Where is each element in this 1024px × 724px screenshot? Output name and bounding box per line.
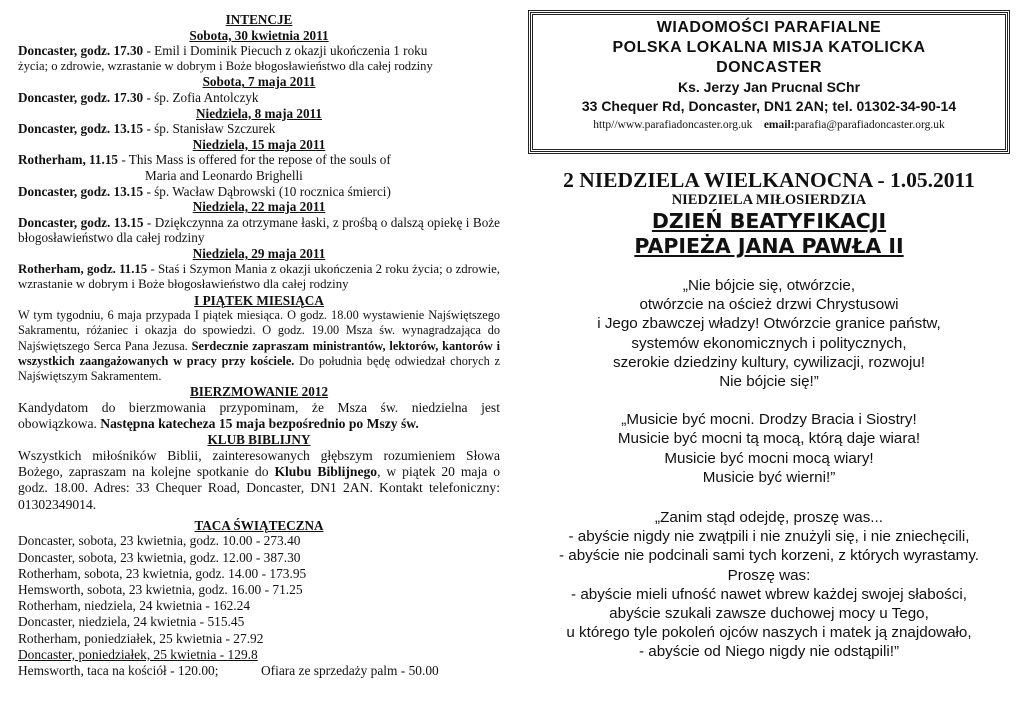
quote-line: Musicie być wierni!” xyxy=(702,468,836,486)
masthead-title: WIADOMOŚCI PARAFIALNE xyxy=(656,19,882,36)
confirmation-text-bold: Następna katecheza 15 maja bezpośrednio po Mszy św. xyxy=(100,416,419,432)
quote-line: - abyście mieli ufność nawet wbrew każdej swojej słabości, xyxy=(571,585,967,603)
quote-line: szerokie dziedziny kultury, cywilizacji, rozwoju! xyxy=(612,353,925,371)
intention-entry xyxy=(18,184,500,200)
date-heading: Niedziela, 29 maja 2011 xyxy=(192,245,326,261)
intention-text: - śp. Wacław Dąbrowski (10 rocznica śmierci) xyxy=(143,183,391,199)
confirmation-heading: BIERZMOWANIE 2012 xyxy=(189,384,329,400)
mercy-subtitle: NIEDZIELA MIŁOSIERDZIA xyxy=(671,192,867,208)
intention-place: Rotherham, 11.15 xyxy=(18,152,119,168)
quote-line: - abyście od Niego nigdy nie odstąpili!” xyxy=(638,643,900,661)
left-column xyxy=(18,12,500,679)
intention-entry xyxy=(18,121,500,137)
collection-church-total: Hemsworth, taca na kościół - 120.00; xyxy=(18,662,219,678)
masthead-box xyxy=(530,12,1008,152)
masthead-address: 33 Chequer Rd, Doncaster, DN1 2AN; tel. 01302-34-90-14 xyxy=(581,98,957,114)
intention-entry xyxy=(18,43,500,59)
quote-line: „Musicie być mocni. Drodzy Bracia i Siostry! xyxy=(621,411,917,429)
bible-club-heading: KLUB BIBLIJNY xyxy=(207,432,311,448)
quote-line: i Jego zbawczej władzy! Otwórzcie granice państw, xyxy=(597,315,941,333)
quote-1 xyxy=(530,276,1008,391)
quote-line: Musicie być mocni tą mocą, którą daje wiara! xyxy=(617,430,921,448)
beatification-title-2: PAPIEŻA JANA PAWŁA II xyxy=(634,234,904,258)
confirmation-text-a: Kandydatom do bierzmowania przypominam, że Msza św. niedzielna jest obowiązkowa. xyxy=(18,399,500,432)
masthead-priest: Ks. Jerzy Jan Prucnal SChr xyxy=(677,79,861,95)
quote-line: Proszę was: xyxy=(727,566,811,584)
collection-line: Doncaster, sobota, 23 kwietnia, godz. 10.00 - 273.40 xyxy=(18,533,301,549)
intention-place: Doncaster, godz. 13.15 xyxy=(18,214,144,230)
bible-club-text-b: , w piątek 20 maja o godz. 18.00. Adres: 33 Chequer Road, Doncaster, DN1 2AN. Kontakt telefoniczny: 01302349014. xyxy=(18,464,500,512)
masthead-city: DONCASTER xyxy=(716,59,822,76)
intention-place: Doncaster, godz. 13.15 xyxy=(18,121,144,137)
date-heading: Niedziela, 22 maja 2011 xyxy=(192,199,326,215)
collection-last-line xyxy=(18,663,500,679)
quote-3 xyxy=(530,508,1008,662)
intention-place: Rotherham, godz. 11.15 xyxy=(18,261,148,276)
date-heading: Niedziela, 15 maja 2011 xyxy=(192,136,326,152)
date-heading: Sobota, 30 kwietnia 2011 xyxy=(189,27,329,43)
email-label: email: xyxy=(763,119,795,131)
intention-entry xyxy=(18,152,500,168)
quote-line: otwórzcie na oścież drzwi Chrystusowi xyxy=(639,296,899,314)
quote-line: „Nie bójcie się, otwórzcie, xyxy=(682,277,856,294)
collection-line: Hemsworth, sobota, 23 kwietnia, godz. 16.00 - 71.25 xyxy=(18,581,303,597)
quote-line: - abyście nie podcinali sami tych korzeni, z których wyrastamy. xyxy=(558,547,980,565)
quote-line: abyście szukali zawsze duchowej mocy u Tego, xyxy=(609,605,929,623)
date-heading: Sobota, 7 maja 2011 xyxy=(202,74,316,90)
bible-club-text-bold: Klubu Biblijnego xyxy=(274,464,378,480)
intention-place: Doncaster, godz. 13.15 xyxy=(18,183,144,199)
collection-list xyxy=(18,533,500,679)
collection-palm-total: Ofiara ze sprzedaży palm - 50.00 xyxy=(261,662,439,678)
collection-line: Doncaster, sobota, 23 kwietnia, godz. 12.00 - 387.30 xyxy=(18,549,301,565)
quote-line: u którego tyle pokoleń ojców naszych i matek ją znajdowało, xyxy=(566,624,972,642)
intentions-heading: INTENCJE xyxy=(225,12,293,27)
sunday-title: 2 NIEDZIELA WIELKANOCNA - 1.05.2011 xyxy=(563,168,975,192)
right-column xyxy=(530,12,1008,662)
intention-entry xyxy=(18,262,500,293)
masthead-contact xyxy=(537,116,1001,134)
bible-club-text xyxy=(18,448,500,513)
quote-line: Nie bójcie się!” xyxy=(719,373,819,391)
date-heading: Niedziela, 8 maja 2011 xyxy=(196,105,322,121)
intention-place: Doncaster, godz. 17.30 xyxy=(18,43,144,59)
intention-text: - Emil i Dominik Piecuch z okazji ukończenia 1 roku xyxy=(143,43,428,59)
first-friday-text xyxy=(18,308,500,384)
confirmation-text xyxy=(18,400,500,432)
email-link[interactable]: parafia@parafiadoncaster.org.uk xyxy=(794,119,945,131)
collection-heading: TACA ŚWIĄTECZNA xyxy=(194,517,324,533)
website-link[interactable]: http//www.parafiadoncaster.org.uk xyxy=(593,119,753,131)
collection-line: Doncaster, poniedziałek, 25 kwietnia - 129.8 xyxy=(18,646,258,662)
collection-line: Rotherham, sobota, 23 kwietnia, godz. 14.00 - 173.95 xyxy=(18,565,307,581)
quote-line: - abyście nigdy nie zwątpili i nie znużyli się, i nie zniechęcili, xyxy=(568,528,970,546)
quote-line: „Zanim stąd odejdę, proszę was... xyxy=(655,509,883,527)
quote-line: Musicie być mocni mocą wiary! xyxy=(664,449,874,467)
intention-text-cont: życia; o zdrowie, wzrastanie w dobrym i Boże błogosławieństwo dla całej rodziny xyxy=(18,58,433,73)
intention-text: - This Mass is offered for the repose of the souls of xyxy=(118,152,391,168)
intention-text: - śp. Stanisław Szczurek xyxy=(143,121,276,137)
collection-line: Rotherham, niedziela, 24 kwietnia - 162.24 xyxy=(18,598,251,614)
quote-line: systemów ekonomicznych i politycznych, xyxy=(631,334,907,352)
first-friday-text-bold: Serdecznie zapraszam ministrantów, lektorów, kantorów i wszystkich zaangażowanych w pracy przy kościele. xyxy=(18,338,501,368)
bible-club-text-a: Wszystkich miłośników Biblii, zainteresowanych głębszym rozumieniem Słowa Bożego, zapraszam na kolejne spotkanie do xyxy=(18,447,500,480)
quote-2 xyxy=(530,410,1008,487)
intention-text: - śp. Zofia Antolczyk xyxy=(143,89,259,105)
collection-line: Doncaster, niedziela, 24 kwietnia - 515.45 xyxy=(18,614,245,630)
collection-line: Rotherham, poniedziałek, 25 kwietnia - 27.92 xyxy=(18,630,264,646)
first-friday-text-b: Do południa będę odwiedzał chorych z Najświętszym Sakramentem. xyxy=(18,353,500,384)
intention-place: Doncaster, godz. 17.30 xyxy=(18,89,144,105)
masthead-mission: POLSKA LOKALNA MISJA KATOLICKA xyxy=(612,39,926,56)
beatification-title-1: DZIEŃ BEATYFIKACJI xyxy=(651,209,887,233)
intention-entry xyxy=(18,215,500,246)
intention-entry xyxy=(18,90,500,106)
intention-text: - Staś i Szymon Mania z okazji ukończenia 2 roku życia; o zdrowie, wzrastanie w dobrym i Boże błogosławieństwo dla całej rodziny xyxy=(18,261,500,292)
intention-text-cont: Maria and Leonardo Brighelli xyxy=(145,167,303,183)
first-friday-text-a: W tym tygodniu, 6 maja przypada I piątek miesiąca. O godz. 18.00 wystawienie Najświętszego Sakramentu, różaniec i okazja do spowiedzi. O godz. 19.00 Msza św. wynagradzająca do Najświętszego Serca Pana Jezusa. xyxy=(18,308,500,353)
first-friday-heading: I PIĄTEK MIESIĄCA xyxy=(194,292,324,308)
intention-text: - Dziękczynna za otrzymane łaski, z prośbą o dalszą opiekę i Boże błogosławieństwo dla całej rodziny xyxy=(18,214,500,246)
